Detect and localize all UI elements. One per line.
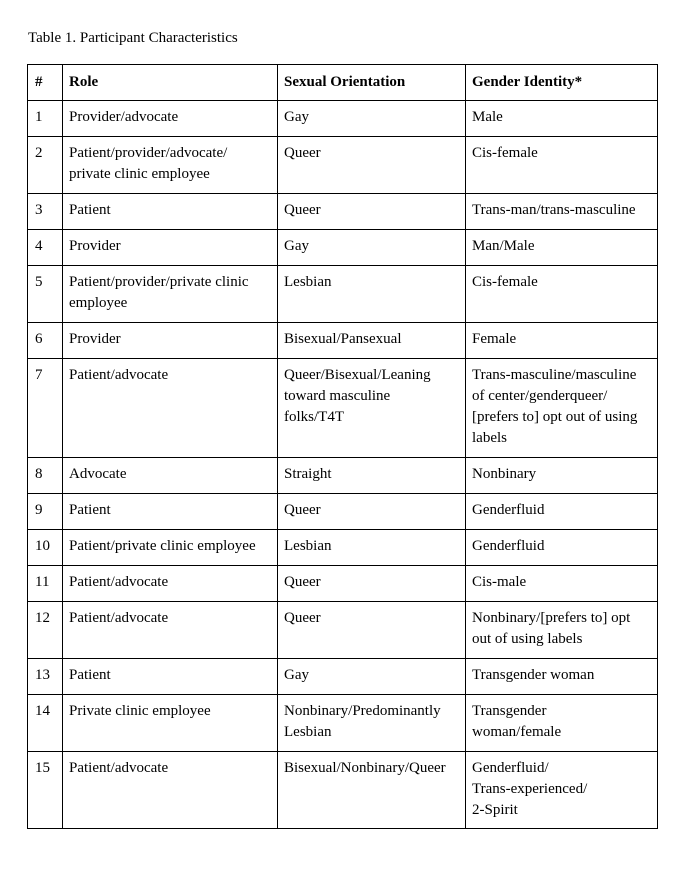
sexual-orientation-cell: Queer [278,494,466,530]
participant-number: 1 [28,101,63,137]
sexual-orientation-cell: Straight [278,458,466,494]
sexual-orientation-cell: Queer [278,602,466,659]
sexual-orientation-cell: Queer [278,566,466,602]
participant-number: 9 [28,494,63,530]
table-row [28,359,658,458]
participant-number: 14 [28,695,63,752]
sexual-orientation-cell: Queer/Bisexual/Leaning toward masculine folks/T4T [278,359,466,458]
table-row [28,101,658,137]
gender-identity-cell: Nonbinary [466,458,658,494]
gender-identity-cell: Cis-female [466,266,658,323]
participant-number: 8 [28,458,63,494]
gender-identity-cell: Genderfluid [466,530,658,566]
participant-number: 12 [28,602,63,659]
sexual-orientation-cell: Queer [278,194,466,230]
participant-number: 10 [28,530,63,566]
role-cell: Patient/provider/advocate/ private clinic employee [63,137,278,194]
table-row [28,752,658,829]
table-row [28,530,658,566]
header-role: Role [63,65,278,101]
sexual-orientation-cell: Bisexual/Nonbinary/Queer [278,752,466,829]
gender-identity-cell: Female [466,323,658,359]
role-cell: Provider [63,230,278,266]
participant-number: 5 [28,266,63,323]
participant-number: 3 [28,194,63,230]
sexual-orientation-cell: Gay [278,101,466,137]
participant-number: 7 [28,359,63,458]
header-gender-identity: Gender Identity* [466,65,658,101]
participant-number: 11 [28,566,63,602]
role-cell: Patient/advocate [63,602,278,659]
table-row [28,266,658,323]
role-cell: Private clinic employee [63,695,278,752]
participant-number: 15 [28,752,63,829]
table-row [28,230,658,266]
sexual-orientation-cell: Gay [278,230,466,266]
gender-identity-cell: Man/Male [466,230,658,266]
table-row [28,194,658,230]
participant-characteristics-table [27,64,658,829]
sexual-orientation-cell: Nonbinary/Predominantly Lesbian [278,695,466,752]
gender-identity-cell: Transgender woman [466,659,658,695]
gender-identity-cell: Trans-masculine/masculine of center/genderqueer/ [prefers to] opt out of using labels [466,359,658,458]
role-cell: Patient/advocate [63,752,278,829]
role-cell: Provider [63,323,278,359]
participant-number: 13 [28,659,63,695]
role-cell: Patient/advocate [63,359,278,458]
header-row [28,65,658,101]
sexual-orientation-cell: Bisexual/Pansexual [278,323,466,359]
role-cell: Patient [63,494,278,530]
gender-identity-cell: Trans-man/trans-masculine [466,194,658,230]
participant-number: 4 [28,230,63,266]
gender-identity-cell: Genderfluid/ Trans-experienced/ 2-Spirit [466,752,658,829]
participant-number: 6 [28,323,63,359]
gender-identity-cell: Genderfluid [466,494,658,530]
table-caption: Table 1. Participant Characteristics [28,30,238,46]
gender-identity-cell: Cis-male [466,566,658,602]
table-row [28,323,658,359]
sexual-orientation-cell: Lesbian [278,266,466,323]
gender-identity-cell: Transgender woman/female [466,695,658,752]
header-sexual-orientation: Sexual Orientation [278,65,466,101]
gender-identity-cell: Cis-female [466,137,658,194]
table-row [28,659,658,695]
role-cell: Patient/provider/private clinic employee [63,266,278,323]
role-cell: Patient/advocate [63,566,278,602]
table-body [28,101,658,829]
table-row [28,458,658,494]
role-cell: Patient [63,194,278,230]
sexual-orientation-cell: Queer [278,137,466,194]
table-row [28,695,658,752]
sexual-orientation-cell: Lesbian [278,530,466,566]
table-row [28,602,658,659]
participant-number: 2 [28,137,63,194]
role-cell: Patient/private clinic employee [63,530,278,566]
role-cell: Provider/advocate [63,101,278,137]
table-row [28,494,658,530]
table-row [28,137,658,194]
role-cell: Patient [63,659,278,695]
header-number: # [28,65,63,101]
sexual-orientation-cell: Gay [278,659,466,695]
table-header [28,65,658,101]
role-cell: Advocate [63,458,278,494]
gender-identity-cell: Nonbinary/[prefers to] opt out of using labels [466,602,658,659]
table-row [28,566,658,602]
gender-identity-cell: Male [466,101,658,137]
